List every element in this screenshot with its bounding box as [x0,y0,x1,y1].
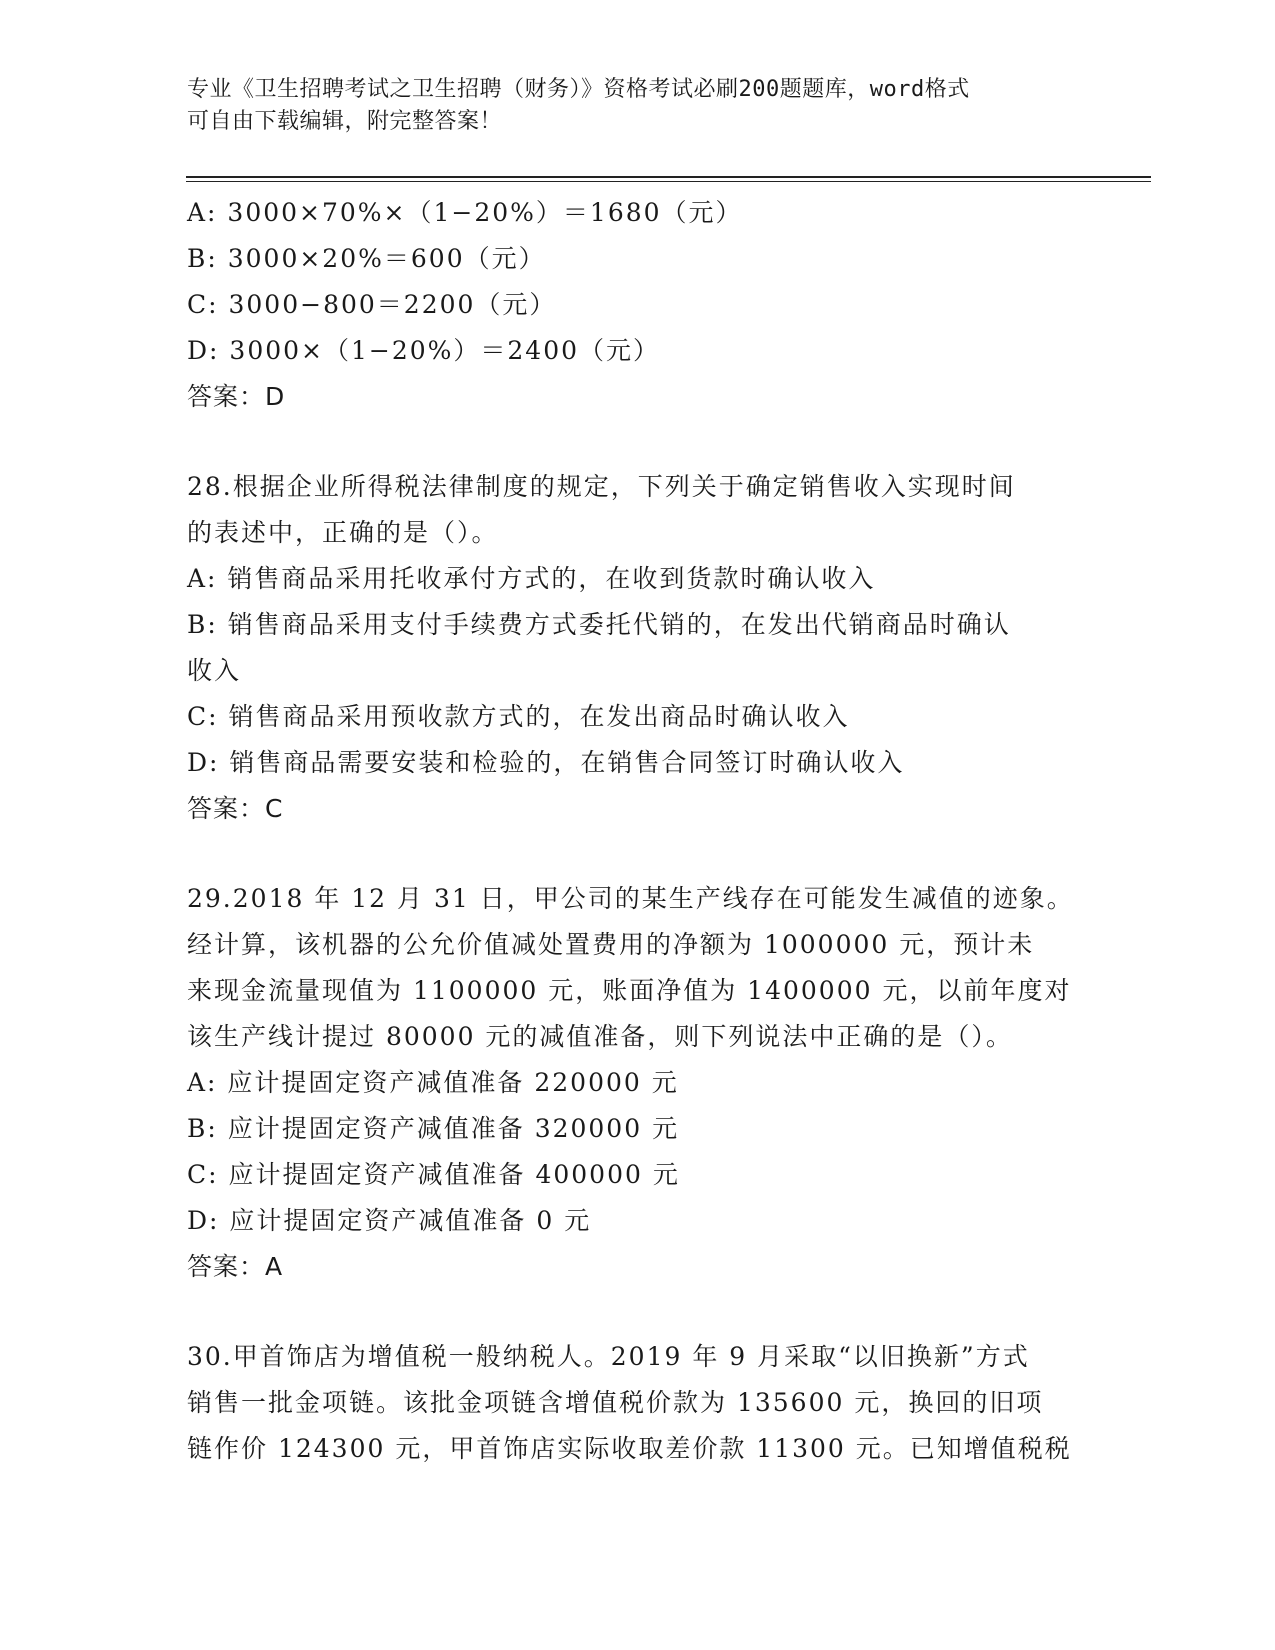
question-29-answer: 答案：A [187,1252,284,1281]
option-b-continued: 收入 [187,656,242,685]
option-c: C: 3000−800＝2200（元） [187,290,557,319]
question-30-stem [187,1334,1107,1472]
stem-line: 来现金流量现值为 1100000 元，账面净值为 1400000 元，以前年度对 [187,976,1072,1005]
stem-line: 经计算，该机器的公允价值减处置费用的净额为 1000000 元，预计未 [187,930,1035,959]
question-27-options [187,190,1107,374]
question-27-answer: 答案：D [187,382,286,411]
question-28-stem [187,464,1107,556]
stem-line: 的表述中，正确的是（）。 [187,518,499,547]
question-29-options [187,1060,1107,1244]
header-divider [186,176,1151,182]
stem-line: 销售一批金项链。该批金项链含增值税价款为 135600 元，换回的旧项 [187,1388,1044,1417]
stem-line: 29.2018 年 12 月 31 日，甲公司的某生产线存在可能发生减值的迹象。 [187,884,1074,913]
page-header [187,74,1087,138]
option-b: B: 3000×20%＝600（元） [187,244,546,273]
option-b: B: 销售商品采用支付手续费方式委托代销的，在发出代销商品时确认 [187,610,1011,639]
option-a: A: 3000×70%×（1−20%）＝1680（元） [187,198,743,227]
spacer [187,832,1107,876]
header-title-line-2: 可自由下载编辑，附完整答案！ [187,109,503,134]
stem-line: 该生产线计提过 80000 元的减值准备，则下列说法中正确的是（）。 [187,1022,1013,1051]
spacer [187,1290,1107,1334]
question-29-stem [187,876,1107,1060]
stem-line: 链作价 124300 元，甲首饰店实际收取差价款 11300 元。已知增值税税 [187,1434,1072,1463]
option-c: C: 销售商品采用预收款方式的，在发出商品时确认收入 [187,702,850,731]
header-title-line-1: 专业《卫生招聘考试之卫生招聘（财务）》资格考试必刷200题题库，word格式 [187,77,970,102]
spacer [187,420,1107,464]
option-d: D: 3000×（1−20%）＝2400（元） [187,336,661,365]
stem-line: 30.甲首饰店为增值税一般纳税人。2019 年 9 月采取“以旧换新”方式 [187,1342,1030,1371]
stem-line: 28.根据企业所得税法律制度的规定，下列关于确定销售收入实现时间 [187,472,1016,501]
option-a: A: 销售商品采用托收承付方式的，在收到货款时确认收入 [187,564,876,593]
option-c: C: 应计提固定资产减值准备 400000 元 [187,1160,680,1189]
option-a: A: 应计提固定资产减值准备 220000 元 [187,1068,679,1097]
question-28-answer: 答案：C [187,794,284,823]
option-d: D: 应计提固定资产减值准备 0 元 [187,1206,592,1235]
option-d: D: 销售商品需要安装和检验的，在销售合同签订时确认收入 [187,748,905,777]
option-b: B: 应计提固定资产减值准备 320000 元 [187,1114,680,1143]
question-28-options [187,556,1107,786]
document-body [187,190,1107,1472]
